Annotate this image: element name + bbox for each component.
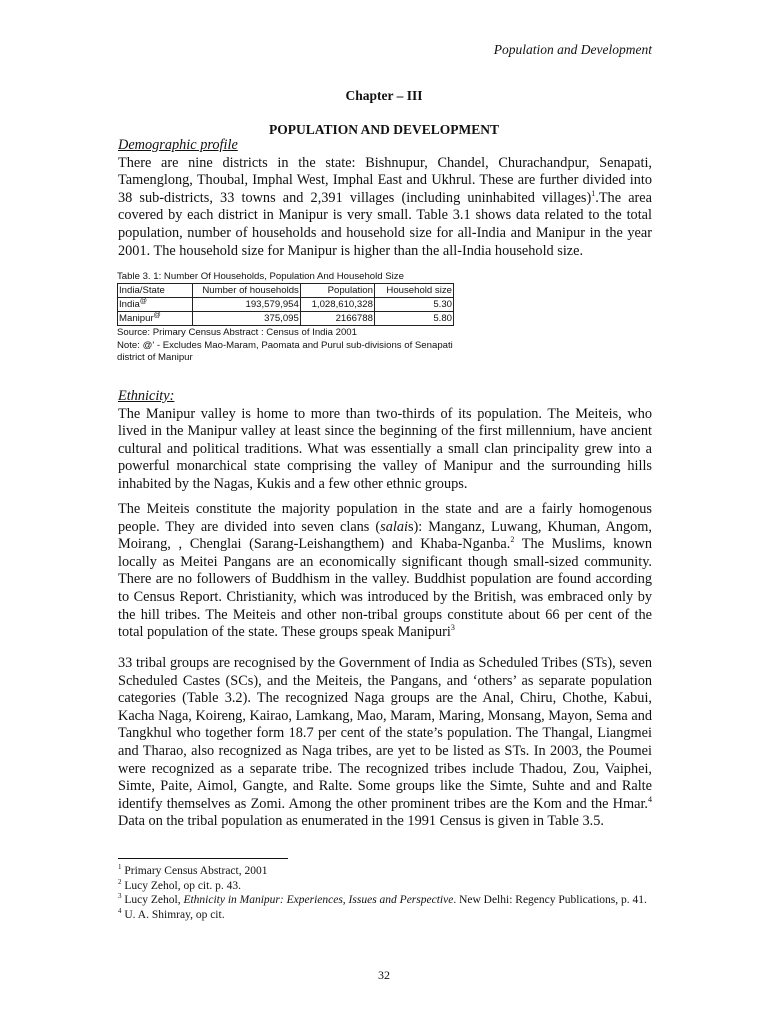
table-caption: Table 3. 1: Number Of Households, Population And Household Size [117,271,404,282]
table-cell-households: 375,095 [192,312,300,326]
ethnicity-paragraph-3-block [118,655,652,831]
ethnicity-paragraph-1: The Manipur valley is home to more than two-thirds of its population. The Meiteis, who lived in the Manipur valley at least since the beginning of the first millennium, have ancient cultural and political traditions. What was essentially a small clan principality grew into a powerful monarchical state comprising the valley of Manipur and the surrounding hills inhabited by the Nagas, Kukis and a few other ethnic groups. [118,405,652,492]
table-source: Source: Primary Census Abstract : Census of India 2001 [117,327,357,338]
running-header: Population and Development [493,42,652,57]
table-cell-state: India@ [118,298,193,312]
ethnicity-section [118,388,652,494]
footnotes [118,864,652,922]
ethnicity-paragraph-2-block [118,501,652,642]
salai-term: salai [380,518,408,535]
footnote-divider [118,858,288,859]
footnote-4: $^4$ U. A. Shimray, op cit. [118,906,225,921]
ethnicity-paragraph-2: The Meiteis constitute the majority population in the state and are a fairly homogenous people. They are divided into seven clans (salais): Manganz, Luwang, Khuman, Angom, Moirang, , Chenglai (Sarang-Leishangthem) and Khaba-Nganba.$^2$ The Muslims, known locally as Meitei Pangans are an economically significant though small-sized community. There are no followers of Buddhism in the valley. Buddhist population are found according to Census Report. Christianity, which was introduced by the British, was embraced only by the hill tribes. The Meiteis and other non-tribal groups constitute about 66 per cent of the total population of the state. These groups speak Manipuri$^3$ [118,501,652,641]
demographic-text-b: .The area covered by each district in Manipur is very small. Table 3.1 shows data related to the total population, number of households and household size for all-India and Manipur in the year 2001. The household size for Manipur is higher than the all-India household size. [118,189,652,259]
footnote-ref-4: 4 [648,794,652,804]
table-cell-household-size: 5.80 [374,312,453,326]
chapter-title: POPULATION AND DEVELOPMENT [268,122,499,137]
footnote-ref-2: 2 [510,535,515,545]
demographic-text-a: There are nine districts in the state: Bishnupur, Chandel, Churachandpur, Senapati, Tamenglong, Thoubal, Imphal West, Imphal East and Ukhrul. These are further divided into 38 sub-districts, 33 towns and 2,391 villages (including uninhabited villages) [118,154,652,206]
demographic-paragraph [118,155,652,261]
table-cell-households: 193,579,954 [192,298,300,312]
footnote-3: $^3$ Lucy Zehol, Ethnicity in Manipur: Experiences, Issues and Perspective. New Delhi: Regency Publications, p. 41. [118,892,647,906]
column-header: India/State [118,284,193,298]
demographic-heading: Demographic profile [118,137,238,153]
footnote-2: $^2$ Lucy Zehol, op cit. p. 43. [118,877,241,892]
ethnicity-heading: Ethnicity: [118,388,175,404]
demographic-section [118,137,652,260]
household-table-block [117,271,462,364]
footnote-1: $^1$ Primary Census Abstract, 2001 [118,863,268,877]
column-header: Number of households [192,284,300,298]
chapter-label: Chapter – III [345,88,423,103]
table-row [118,312,454,326]
column-header: Household size [374,284,453,298]
page-number: 32 [378,968,390,982]
household-table [117,283,454,326]
table-row [118,298,454,312]
table-cell-population: 1,028,610,328 [300,298,374,312]
footnote-ref-1: 1 [591,189,596,199]
table-cell-household-size: 5.30 [374,298,453,312]
table-header-row [118,284,454,298]
column-header: Population [300,284,374,298]
table-note: Note: @' - Excludes Mao-Maram, Paomata and Purul sub-divisions of Senapati district of Manipur [117,340,453,363]
ethnicity-paragraph-3: 33 tribal groups are recognised by the Government of India as Scheduled Tribes (STs), seven Scheduled Castes (SCs), and the Meiteis, the Pangans, and ‘others’ as separate population categories (Table 3.2). The recognized Naga groups are the Anal, Chiru, Chothe, Kabui, Kacha Naga, Koireng, Kairao, Lamkang, Mao, Maram, Maring, Monsang, Mayon, Sema and Tangkhul who together form 18.7 per cent of the state’s population. The Thangal, Liangmei and Tharao, also recognized as Naga tribes, are yet to be listed as STs. In 2003, the Poumei were recognized as a separate tribe. The recognized tribes include Thadou, Zou, Vaiphei, Simte, Paite, Aimol, Gangte, and Ralte. Some groups like the Simte, Suhte and and Ralte identify themselves as Zomi. Among the other prominent tribes are the Kom and the Hmar.$^4$ Data on the tribal population as enumerated in the 1991 Census is given in Table 3.5. [118,655,652,830]
footnote-ref-3: 3 [450,623,455,633]
table-cell-state: Manipur@ [118,312,193,326]
table-cell-population: 2166788 [300,312,374,326]
